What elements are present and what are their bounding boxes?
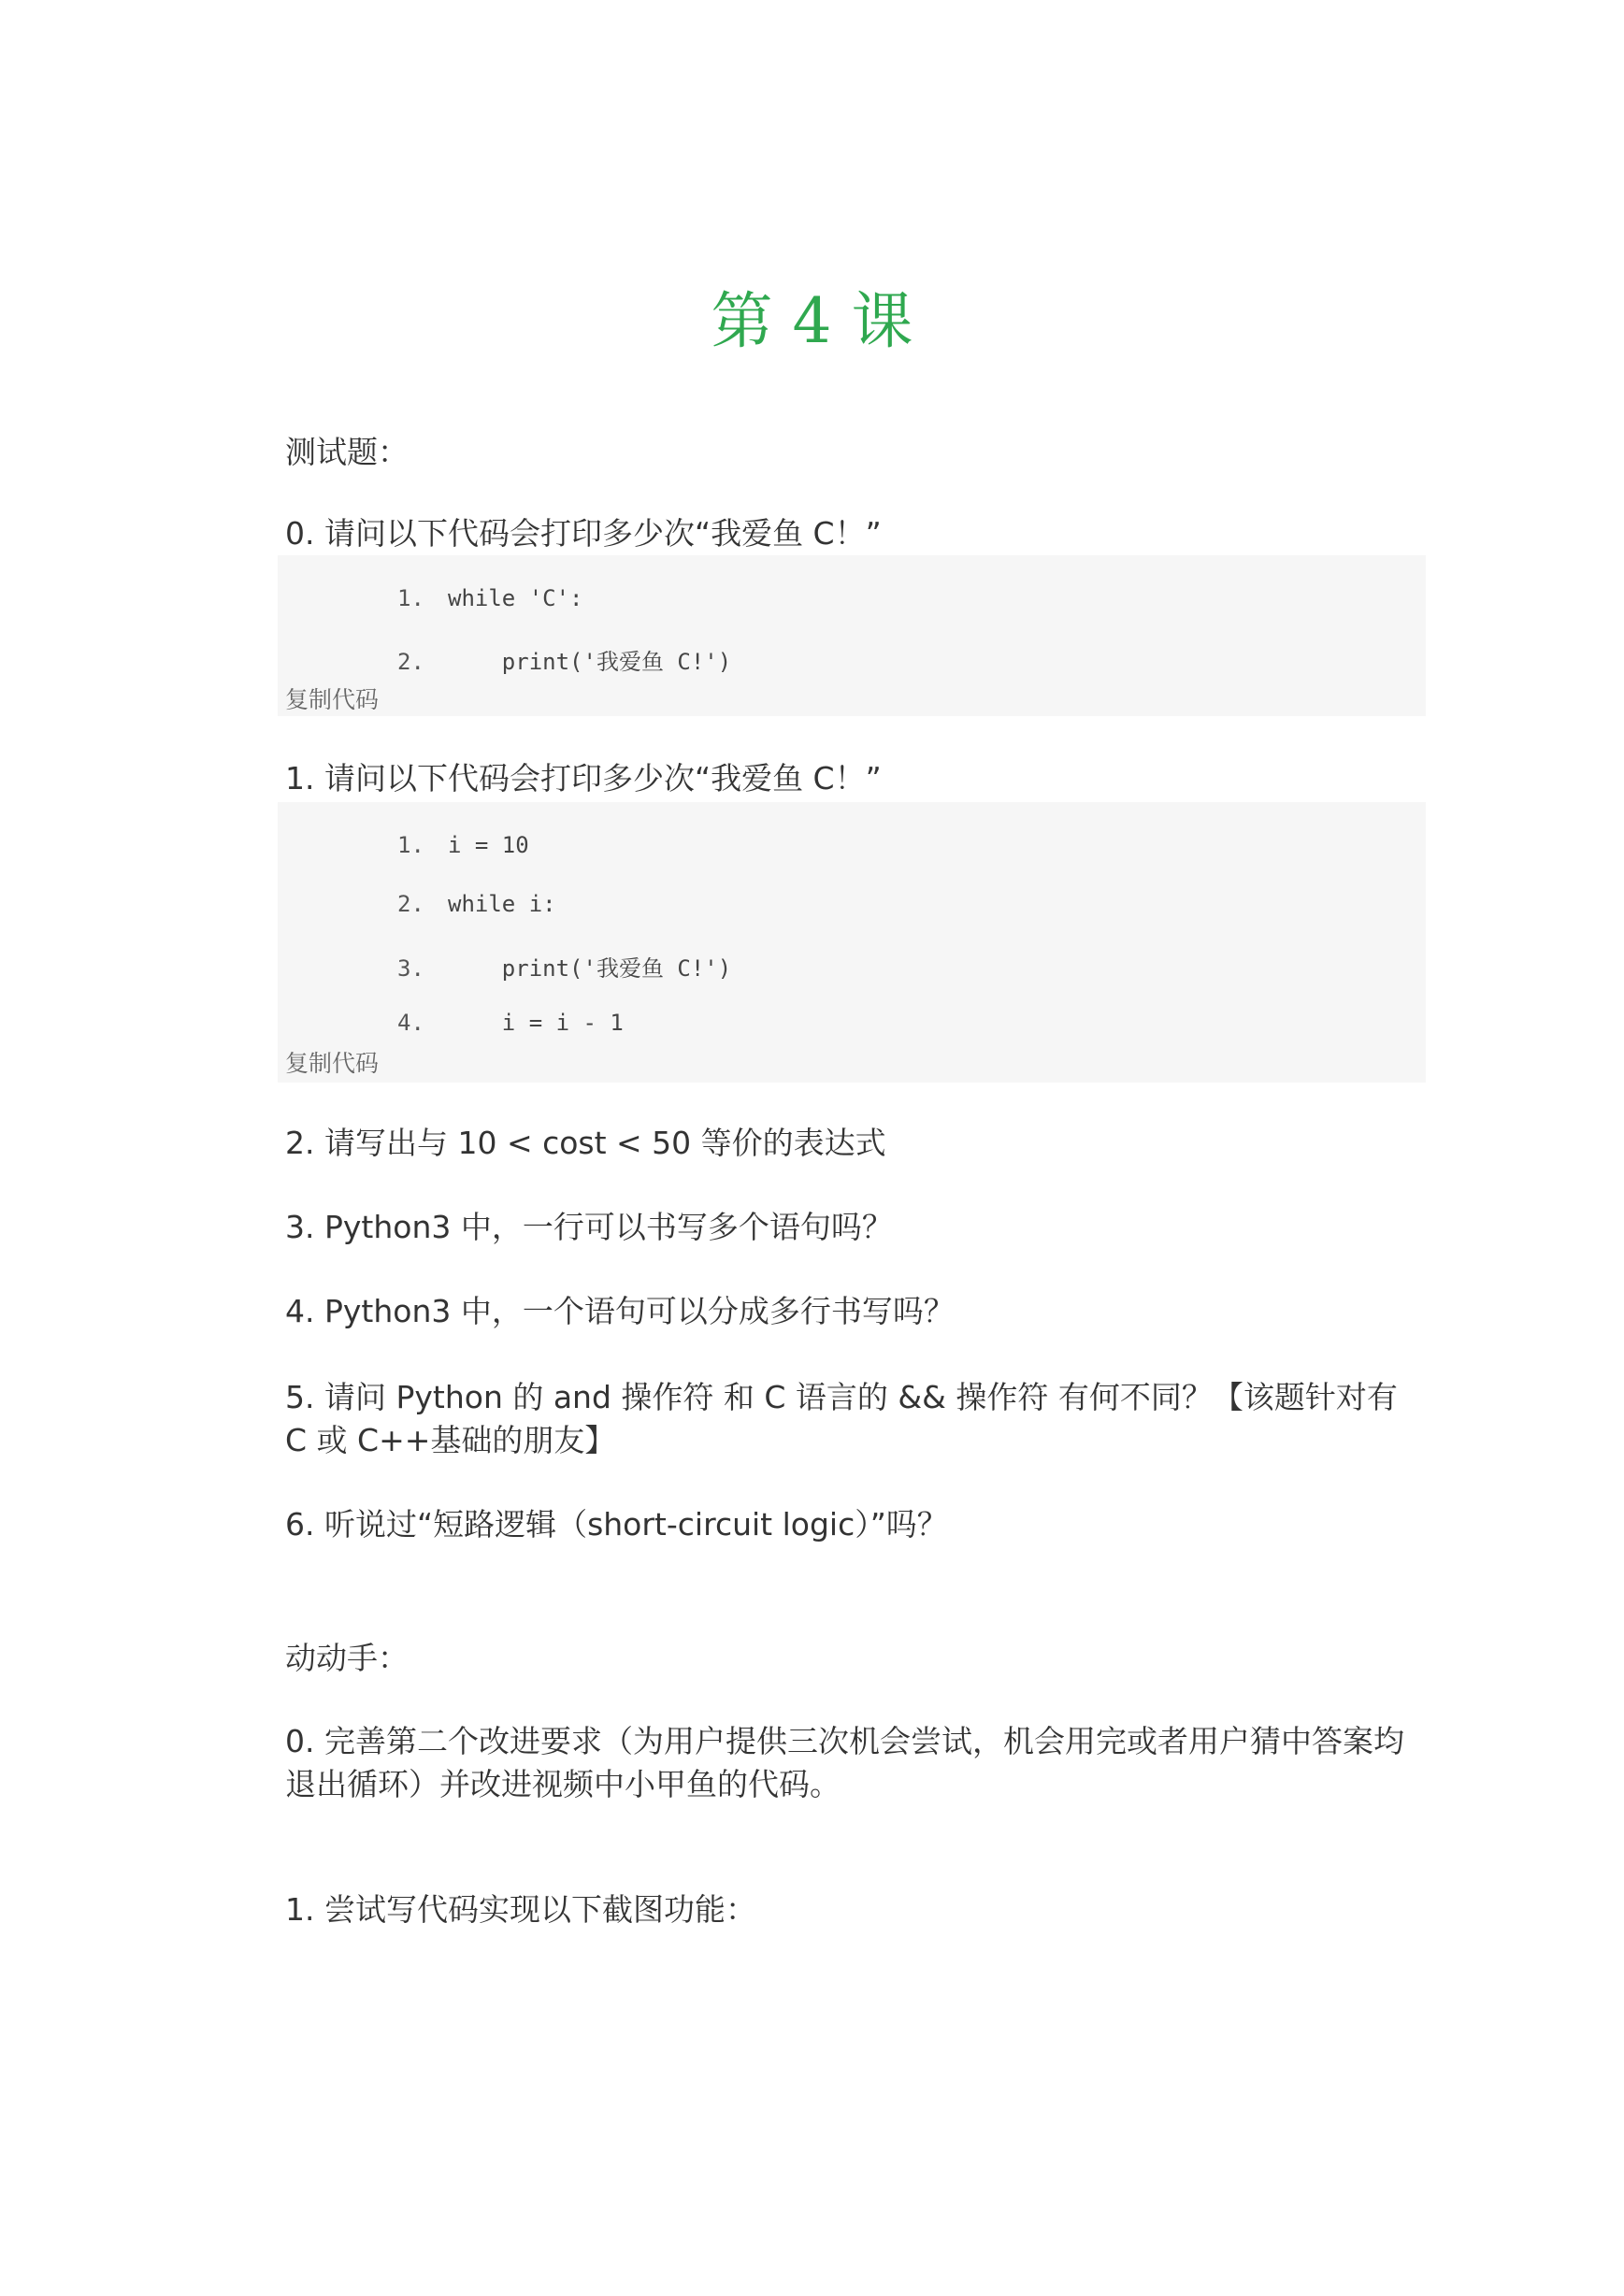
- question-3: 3. Python3 中，一行可以书写多个语句吗？: [285, 1209, 893, 1245]
- question-5: 5. 请问 Python 的 and 操作符 和 C 语言的 && 操作符 有何不同？【该题针对有 C 或 C++基础的朋友】: [285, 1379, 1398, 1458]
- line-number: 2.: [397, 649, 424, 675]
- copy-code-link[interactable]: 复制代码: [285, 1050, 380, 1077]
- question-2: 2. 请写出与 10 < cost < 50 等价的表达式: [285, 1125, 886, 1161]
- code-text: while i:: [448, 891, 556, 917]
- line-number: 4.: [397, 1010, 424, 1036]
- test-heading: 测试题：: [285, 434, 409, 470]
- line-number: 1.: [397, 832, 424, 858]
- code-text: print('我爱鱼 C!'): [448, 955, 732, 982]
- code-block-0: [278, 555, 1426, 716]
- code-text: while 'C':: [448, 585, 583, 611]
- copy-code-link[interactable]: 复制代码: [285, 686, 380, 713]
- line-number: 2.: [397, 891, 424, 917]
- code-block-1: [278, 802, 1426, 1083]
- code-line: [397, 832, 529, 858]
- question-1: 1. 请问以下代码会打印多少次“我爱鱼 C！”: [285, 760, 882, 796]
- question-0: 0. 请问以下代码会打印多少次“我爱鱼 C！”: [285, 515, 882, 552]
- line-number: 1.: [397, 585, 424, 611]
- code-line: [397, 891, 556, 917]
- code-line: [397, 585, 583, 611]
- code-text: i = 10: [448, 832, 529, 858]
- line-number: 3.: [397, 955, 424, 982]
- practice-heading: 动动手：: [285, 1640, 409, 1676]
- practice-1: 1. 尝试写代码实现以下截图功能：: [285, 1891, 756, 1928]
- code-line: [397, 643, 731, 676]
- code-text: print('我爱鱼 C!'): [448, 649, 732, 675]
- question-4: 4. Python3 中，一个语句可以分成多行书写吗？: [285, 1293, 955, 1329]
- page-title: 第 4 课: [711, 285, 913, 357]
- question-6: 6. 听说过“短路逻辑（short-circuit logic）”吗？: [285, 1506, 948, 1543]
- practice-0: 0. 完善第二个改进要求（为用户提供三次机会尝试，机会用完或者用户猜中答案均退出循环）并改进视频中小甲鱼的代码。: [285, 1723, 1404, 1802]
- code-line: [397, 950, 731, 983]
- code-line: [397, 1010, 624, 1036]
- code-text: i = i - 1: [448, 1010, 624, 1036]
